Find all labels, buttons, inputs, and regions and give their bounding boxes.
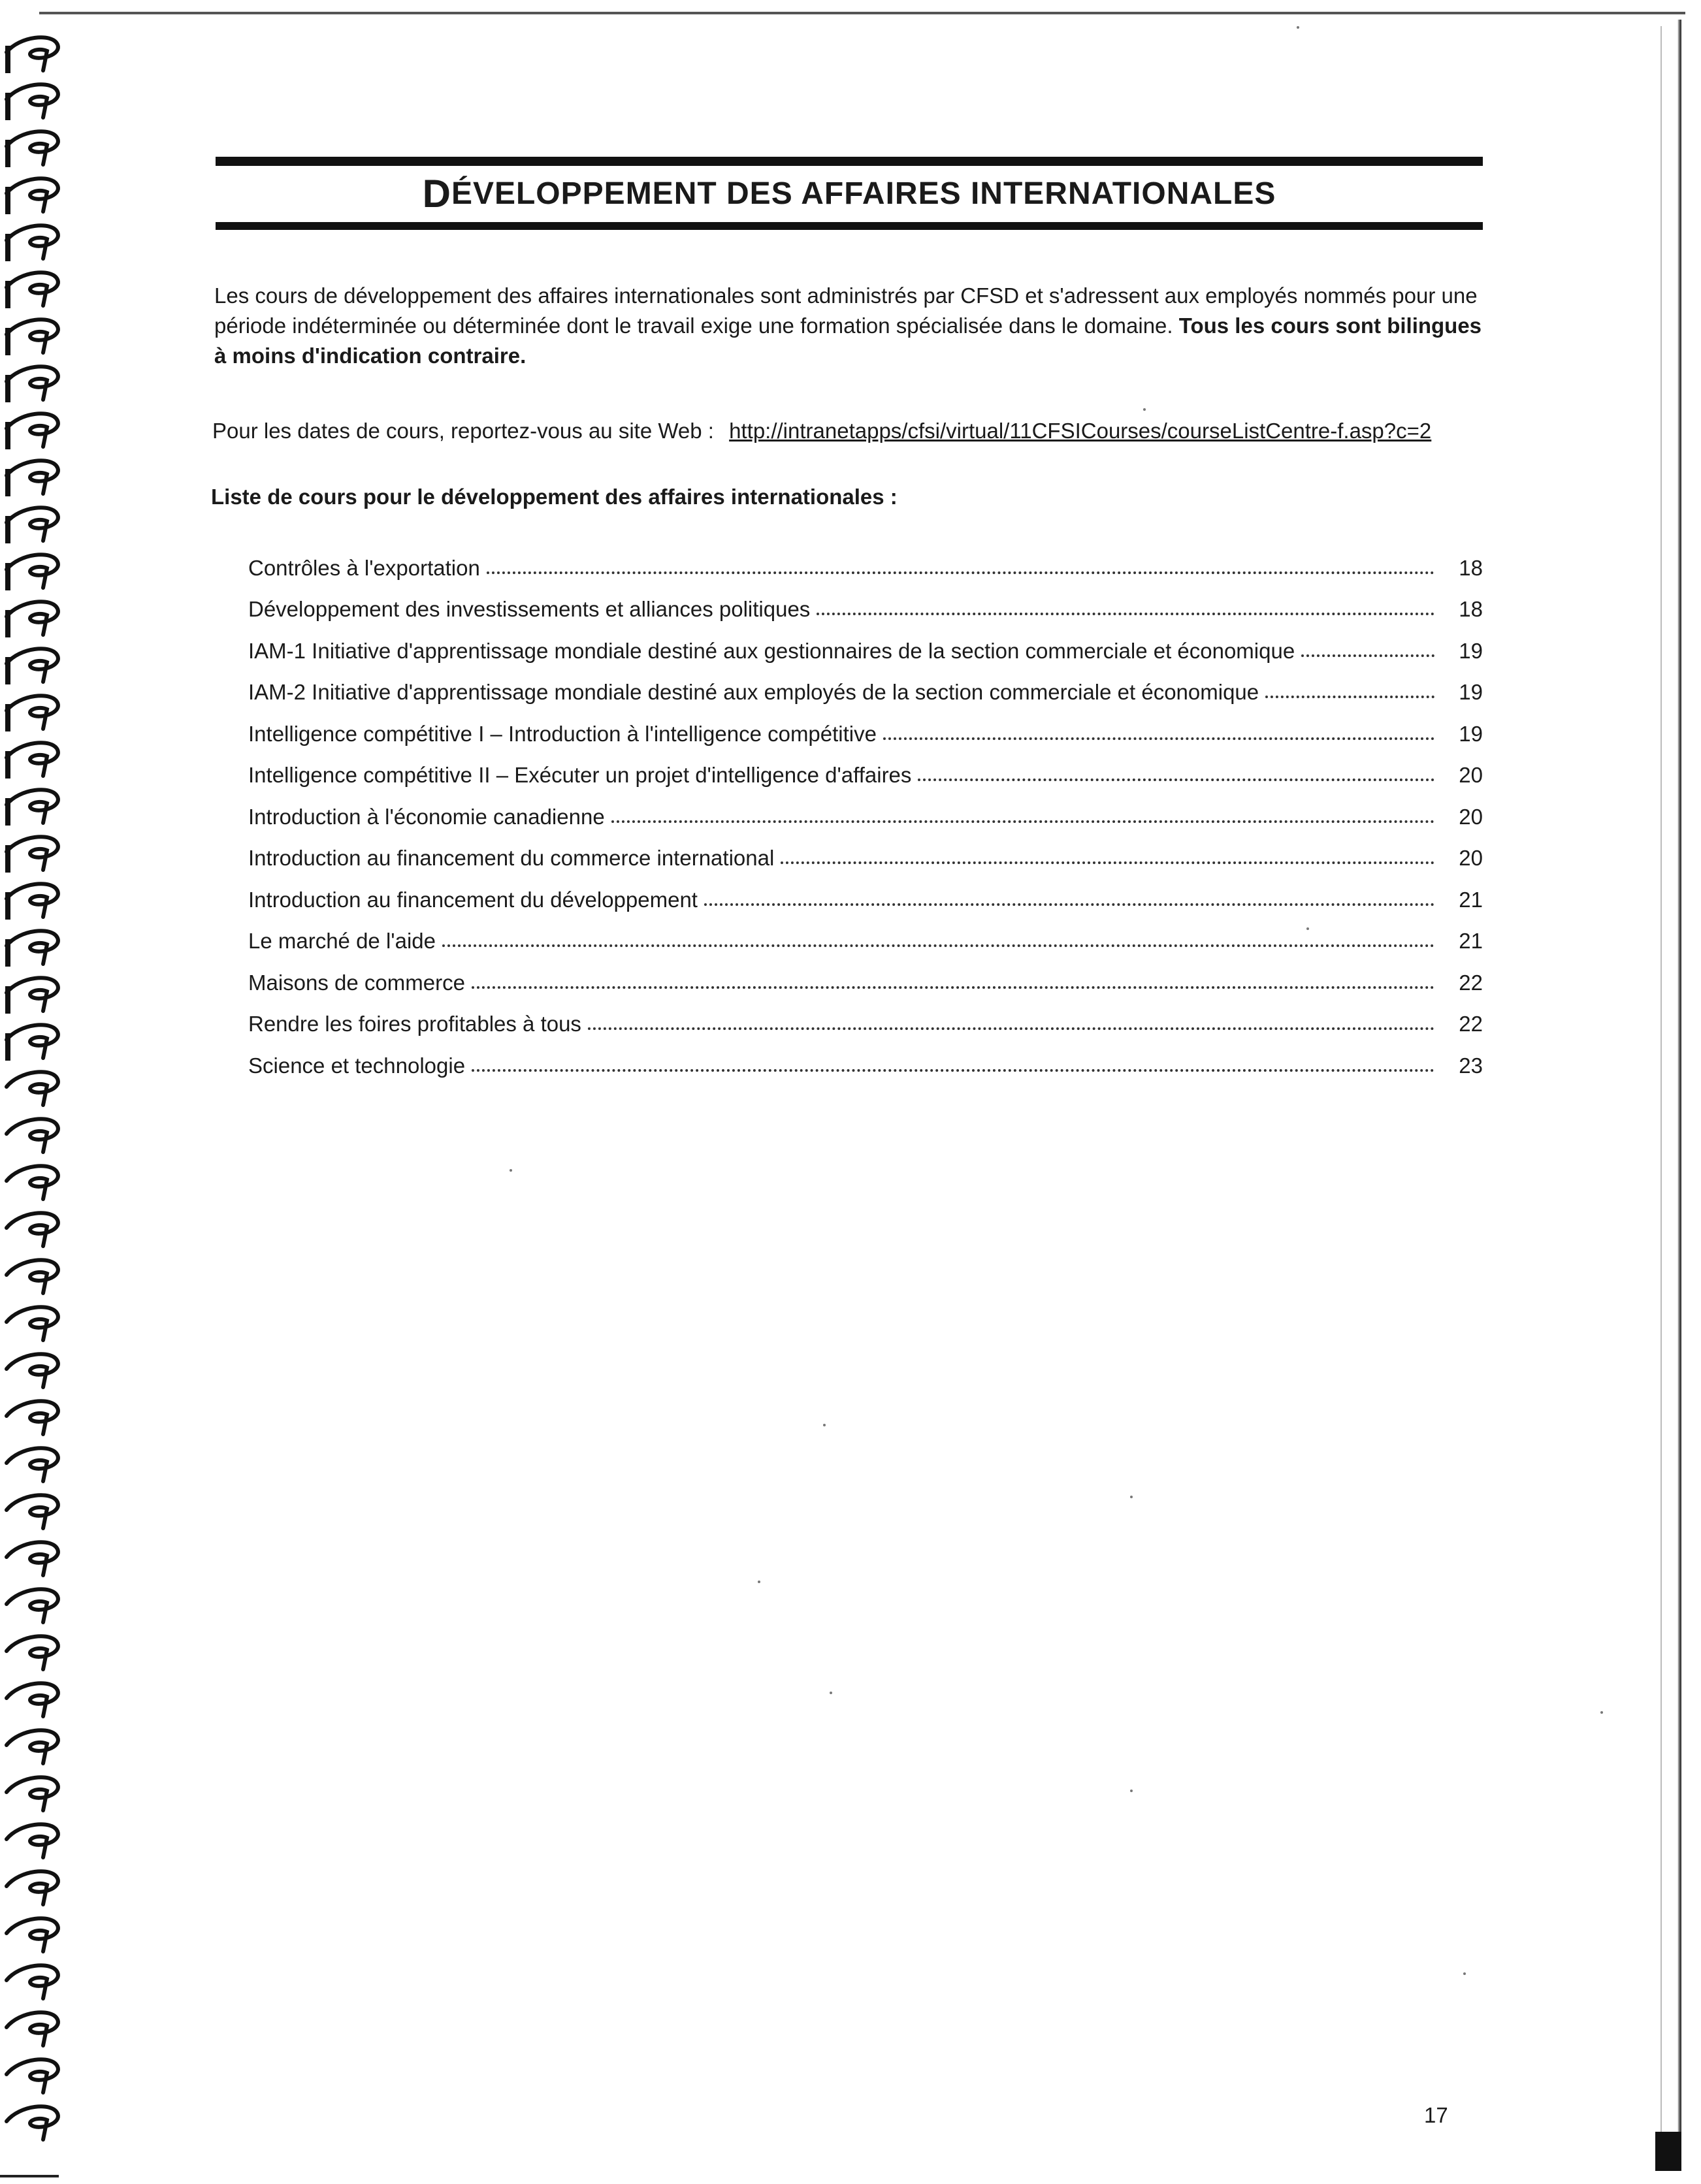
spiral-loop <box>7 1213 58 1246</box>
page-corner-shadow <box>1655 2132 1681 2171</box>
course-page-number: 18 <box>1459 597 1483 621</box>
course-title: Intelligence compétitive I – Introduction à l'intelligence compétitive <box>248 721 877 746</box>
spiral-loop <box>7 1965 58 1999</box>
course-entry[interactable] <box>248 954 1483 995</box>
intro-text: Les cours de développement des affaires internationales sont administrés par CFSD et s'adressent aux employés nommés pour une période indéterminée ou déterminée dont le travail exige une formation spécialisée dans le domaine. <box>214 283 1478 338</box>
page-title-initial: D <box>422 171 451 216</box>
course-title: Maisons de commerce <box>248 970 465 995</box>
dot-leader <box>918 779 1434 781</box>
course-title: Introduction à l'économie canadienne <box>248 804 605 829</box>
spiral-loop <box>7 649 58 684</box>
spiral-loop <box>7 37 58 73</box>
spiral-loop <box>7 1072 58 1105</box>
dot-leader <box>472 986 1434 989</box>
spiral-loop <box>7 2012 58 2046</box>
dot-leader <box>781 861 1434 864</box>
spiral-binding <box>0 26 72 2142</box>
page-title <box>216 163 1483 223</box>
course-page-number: 18 <box>1459 555 1483 580</box>
course-title: Le marché de l'aide <box>248 929 436 953</box>
scan-speck <box>830 1692 832 1694</box>
page-right-edge <box>1677 20 1681 2168</box>
spiral-loop <box>7 1307 58 1340</box>
course-page-number: 19 <box>1459 721 1483 746</box>
course-entry[interactable] <box>248 539 1483 581</box>
spiral-loop <box>7 1025 58 1061</box>
spiral-binding-graphic <box>0 26 72 2142</box>
course-entry[interactable] <box>248 622 1483 664</box>
course-title: Introduction au financement du commerce international <box>248 846 775 870</box>
spiral-loop <box>7 743 58 779</box>
course-entry[interactable] <box>248 747 1483 788</box>
spiral-loop <box>7 1777 58 1810</box>
spiral-loop <box>7 225 58 261</box>
spiral-loop <box>7 1354 58 1387</box>
course-page-number: 20 <box>1459 763 1483 787</box>
course-page-number: 21 <box>1459 929 1483 953</box>
dot-leader <box>487 571 1434 574</box>
spiral-loop <box>7 978 58 1014</box>
spiral-loop <box>7 602 58 637</box>
dot-leader <box>704 903 1434 906</box>
course-page-number: 19 <box>1459 638 1483 663</box>
scan-speck <box>1130 1790 1133 1792</box>
course-entry[interactable] <box>248 705 1483 747</box>
spiral-loop <box>7 1401 58 1434</box>
page-title-rest: ÉVELOPPEMENT DES AFFAIRES INTERNATIONALES <box>451 176 1276 211</box>
spiral-loop <box>7 2106 58 2140</box>
course-entry[interactable] <box>248 788 1483 829</box>
course-list-heading: Liste de cours pour le développement des affaires internationales : <box>211 485 898 509</box>
dot-leader <box>588 1027 1434 1030</box>
spiral-loop <box>7 1824 58 1857</box>
spiral-loop <box>7 272 58 308</box>
spiral-loop <box>7 2059 58 2093</box>
course-entry[interactable] <box>248 912 1483 954</box>
course-entry[interactable] <box>248 1036 1483 1078</box>
page-bottom-left-edge <box>0 2175 59 2177</box>
scan-speck <box>1130 1496 1133 1498</box>
spiral-loop <box>7 554 58 590</box>
page-top-edge <box>39 12 1685 14</box>
spiral-loop <box>7 1119 58 1152</box>
title-rule-bottom <box>216 222 1483 230</box>
spiral-loop <box>7 1542 58 1575</box>
spiral-loop <box>7 884 58 920</box>
web-reference <box>212 416 1493 446</box>
spiral-loop <box>7 1730 58 1763</box>
scan-speck <box>1306 927 1309 930</box>
dot-leader <box>611 820 1434 823</box>
course-page-number: 22 <box>1459 1012 1483 1036</box>
page-inner-right-edge <box>1660 26 1662 2168</box>
spiral-loop <box>7 1636 58 1669</box>
intro-bold-text: Tous les cours sont bilingues à moins d'indication contraire. <box>214 313 1482 368</box>
spiral-loop <box>7 131 58 167</box>
spiral-loop <box>7 413 58 449</box>
web-label: Pour les dates de cours, reportez-vous au site Web : <box>212 419 714 443</box>
course-entry[interactable] <box>248 829 1483 871</box>
course-title: IAM-2 Initiative d'apprentissage mondiale destiné aux employés de la section commerciale et économique <box>248 680 1259 704</box>
course-page-number: 23 <box>1459 1053 1483 1078</box>
spiral-loop <box>7 366 58 402</box>
scan-speck <box>1600 1711 1603 1714</box>
course-title: Développement des investissements et alliances politiques <box>248 597 811 621</box>
course-page-number: 22 <box>1459 970 1483 995</box>
course-entry[interactable] <box>248 995 1483 1037</box>
scan-speck <box>1463 1972 1466 1975</box>
scan-speck <box>1143 408 1146 411</box>
course-title: IAM-1 Initiative d'apprentissage mondiale destiné aux gestionnaires de la section commerciale et économique <box>248 638 1295 663</box>
course-page-number: 19 <box>1459 680 1483 704</box>
course-entry[interactable] <box>248 664 1483 705</box>
intro-paragraph <box>214 281 1488 371</box>
spiral-loop <box>7 1589 58 1622</box>
spiral-loop <box>7 1260 58 1293</box>
dot-leader <box>472 1069 1434 1072</box>
spiral-loop <box>7 1448 58 1481</box>
dot-leader <box>1301 654 1434 657</box>
course-entry[interactable] <box>248 581 1483 622</box>
course-title: Intelligence compétitive II – Exécuter un projet d'intelligence d'affaires <box>248 763 912 787</box>
spiral-loop <box>7 931 58 967</box>
dot-leader <box>817 613 1434 615</box>
scan-speck <box>1297 26 1299 29</box>
course-entry[interactable] <box>248 871 1483 912</box>
course-title: Science et technologie <box>248 1053 466 1078</box>
spiral-loop <box>7 1495 58 1528</box>
spiral-loop <box>7 1683 58 1716</box>
spiral-loop <box>7 319 58 355</box>
spiral-loop <box>7 1918 58 1951</box>
scan-speck <box>758 1581 760 1583</box>
dot-leader <box>1265 696 1434 698</box>
spiral-loop <box>7 507 58 543</box>
spiral-loop <box>7 1166 58 1199</box>
spiral-loop <box>7 696 58 731</box>
course-page-number: 21 <box>1459 887 1483 912</box>
course-title: Rendre les foires profitables à tous <box>248 1012 581 1036</box>
spiral-loop <box>7 460 58 496</box>
course-dates-link[interactable]: http://intranetapps/cfsi/virtual/11CFSICourses/courseListCentre-f.asp?c=2 <box>729 419 1432 443</box>
spiral-loop <box>7 790 58 826</box>
spiral-loop <box>7 178 58 214</box>
page-number: 17 <box>1424 2103 1448 2127</box>
spiral-loop <box>7 1871 58 1904</box>
course-title: Introduction au financement du développement <box>248 887 698 912</box>
scan-speck <box>823 1424 826 1426</box>
course-page-number: 20 <box>1459 846 1483 870</box>
course-title: Contrôles à l'exportation <box>248 555 480 580</box>
dot-leader <box>883 737 1434 740</box>
scan-speck <box>510 1169 512 1172</box>
course-list <box>248 539 1483 1078</box>
dot-leader <box>442 944 1434 947</box>
course-page-number: 20 <box>1459 804 1483 829</box>
spiral-loop <box>7 84 58 120</box>
spiral-loop <box>7 837 58 873</box>
